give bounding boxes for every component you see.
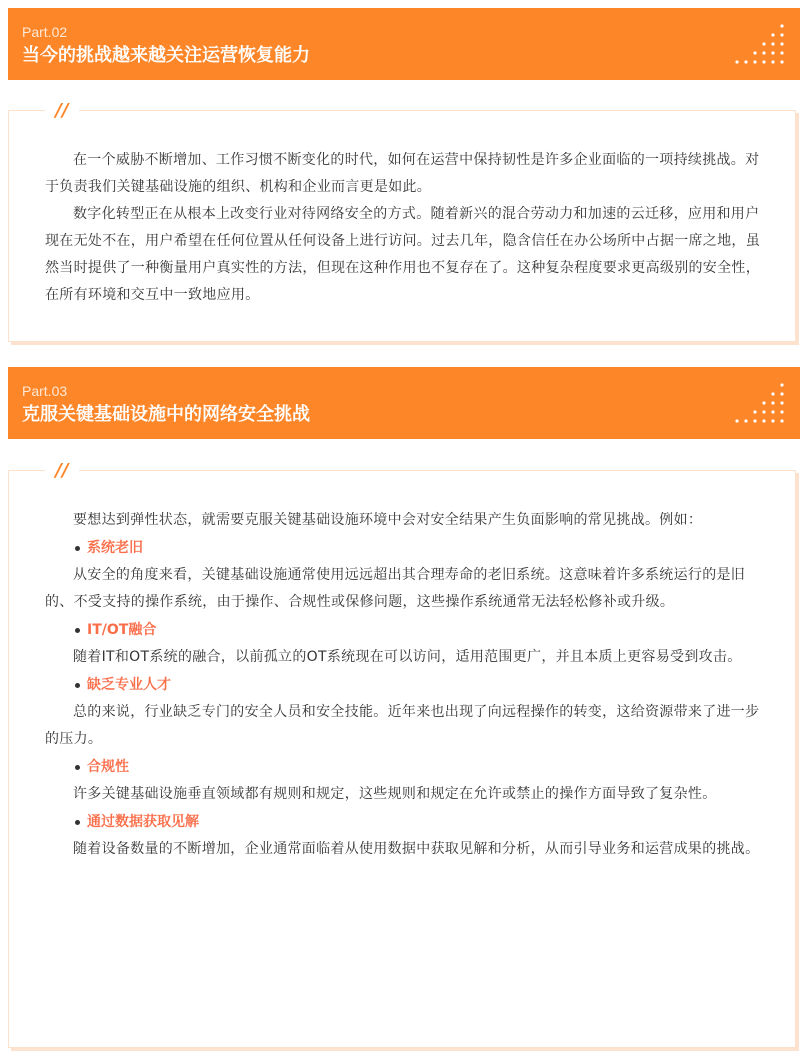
section-banner-part03 (8, 367, 800, 439)
intro-paragraph: 要想达到弹性状态，就需要克服关键基础设施环境中会对安全结果产生负面影响的常见挑战。例如： (73, 512, 703, 528)
section-part-label: Part.02 (22, 24, 68, 40)
paragraph: 从安全的角度来看，关键基础设施通常使用远远超出其合理寿命的老旧系统。这意味着许多系统运行的是旧的、不受支持的操作系统，由于操作、合规性或保修问题，这些操作系统通常无法轻松修补或升级。 (45, 567, 746, 610)
slash-mark-icon: // (45, 100, 79, 122)
paragraph: 随着设备数量的不断增加，企业通常面临着从使用数据中获取见解和分析，从而引导业务和运营成果的挑战。 (73, 841, 760, 857)
section-title: 当今的挑战越来越关注运营恢复能力 (22, 45, 310, 66)
section-card-part02 (8, 100, 796, 342)
dots-decoration-icon (732, 22, 786, 68)
section-part-label: Part.03 (22, 383, 68, 399)
section-body (45, 507, 765, 863)
bullet-heading: 缺乏专业人才 (45, 671, 765, 699)
paragraph: 在一个威胁不断增加、工作习惯不断变化的时代，如何在运营中保持韧性是许多企业面临的一项持续挑战。对于负责我们关键基础设施的组织、机构和企业而言更是如此。 (45, 152, 760, 195)
section-body (45, 147, 765, 309)
paragraph: 许多关键基础设施垂直领域都有规则和规定，这些规则和规定在允许或禁止的操作方面导致了复杂性。 (73, 786, 717, 802)
section-banner-part02 (8, 8, 800, 80)
paragraph: 随着IT和OT系统的融合，以前孤立的OT系统现在可以访问，适用范围更广，并且本质上更容易受到攻击。 (73, 649, 742, 665)
paragraph: 总的来说，行业缺乏专门的安全人员和安全技能。近年来也出现了向远程操作的转变，这给资源带来了进一步的压力。 (45, 704, 760, 747)
paragraph: 数字化转型正在从根本上改变行业对待网络安全的方式。随着新兴的混合劳动力和加速的云迁移，应用和用户现在无处不在，用户希望在任何位置从任何设备上进行访问。过去几年，隐含信任在办公场所中占据一席之地，虽然当时提供了一种衡量用户真实性的方法，但现在这种作用也不复存在了。这种复杂程度要求更高级别的安全性，在所有环境和交互中一致地应用。 (45, 206, 760, 303)
dots-decoration-icon (732, 381, 786, 427)
bullet-heading: 系统老旧 (45, 534, 765, 562)
section-title: 克服关键基础设施中的网络安全挑战 (22, 404, 310, 425)
section-card-part03 (8, 460, 796, 1048)
bullet-heading: 合规性 (45, 753, 765, 781)
slash-mark-icon: // (45, 460, 79, 482)
bullet-heading: 通过数据获取见解 (45, 808, 765, 836)
bullet-heading: IT/OT融合 (45, 616, 765, 644)
